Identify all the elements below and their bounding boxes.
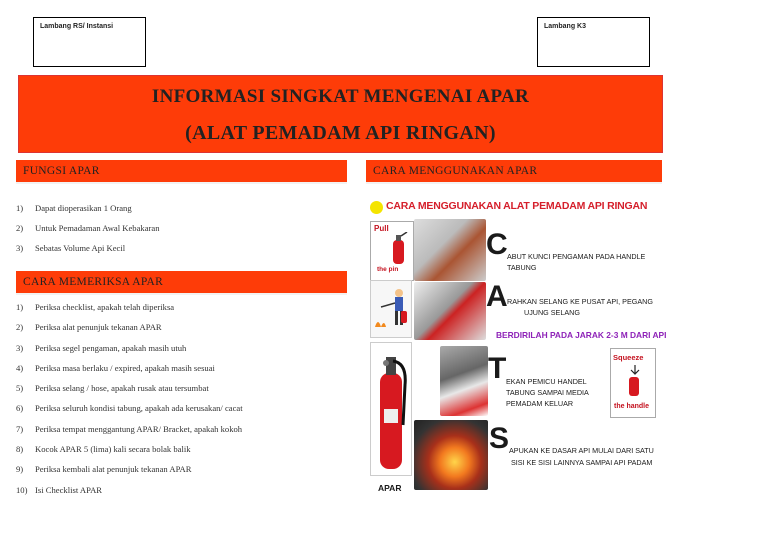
- step-c-line2: TABUNG: [507, 263, 537, 272]
- periksa-item: [16, 444, 243, 464]
- step-t-letter: T: [488, 352, 507, 385]
- fungsi-item: [16, 243, 160, 263]
- yellow-dot-icon: [370, 201, 383, 214]
- periksa-item-text: Periksa kembali alat penunjuk tekanan APAR: [35, 464, 192, 475]
- periksa-item-text: Periksa seluruh kondisi tabung, apakah ada kerusakan/ cacat: [35, 403, 243, 414]
- periksa-item: [16, 363, 243, 383]
- fungsi-item: [16, 223, 160, 243]
- fungsi-item-number: 3): [16, 243, 24, 253]
- step-a-line1: RAHKAN SELANG KE PUSAT API, PEGANG: [507, 297, 653, 306]
- periksa-item: [16, 464, 243, 484]
- periksa-item-number: 10): [16, 484, 28, 495]
- periksa-item: [16, 343, 243, 363]
- logo-right-label: Lambang K3: [544, 23, 587, 30]
- logo-placeholder-left: [33, 17, 146, 67]
- periksa-heading: CARA MEMERIKSA APAR: [16, 271, 347, 295]
- usage-infographic: [366, 194, 667, 500]
- fungsi-heading: FUNGSI APAR: [16, 160, 347, 184]
- step-t-line3: PEMADAM KELUAR: [506, 399, 574, 408]
- fungsi-list: [16, 203, 160, 263]
- fungsi-item: [16, 203, 160, 223]
- title-banner: [18, 75, 663, 153]
- periksa-item-number: 2): [16, 322, 24, 333]
- photo-squeeze: [440, 346, 488, 416]
- periksa-item-number: 7): [16, 423, 24, 434]
- periksa-item: [16, 322, 243, 342]
- apar-label: APAR: [378, 483, 402, 493]
- periksa-item-text: Periksa segel pengaman, apakah masih utuh: [35, 342, 187, 353]
- extinguisher-handle-icon: [621, 363, 647, 397]
- pull-pin-pictogram: [370, 221, 414, 281]
- cara-heading: CARA MENGGUNAKAN APAR: [366, 160, 662, 184]
- periksa-item-text: Isi Checklist APAR: [35, 484, 103, 495]
- step-s-line1: APUKAN KE DASAR API MULAI DARI SATU: [509, 446, 654, 455]
- infographic-title-bar: [366, 197, 662, 213]
- periksa-item-text: Periksa checklist, apakah telah diperiksa: [35, 302, 175, 312]
- distance-note: BERDIRILAH PADA JARAK 2-3 M DARI API: [496, 330, 667, 340]
- periksa-item-number: 1): [16, 302, 24, 312]
- extinguisher-small-icon: [389, 232, 409, 266]
- infographic-title: CARA MENGGUNAKAN ALAT PEMADAM API RINGAN: [386, 200, 648, 212]
- periksa-item: [16, 383, 243, 403]
- photo-sweep-fire: [414, 420, 488, 490]
- photo-pull-pin: [414, 219, 486, 281]
- periksa-item: [16, 302, 243, 322]
- logo-left-label: Lambang RS/ Instansi: [40, 23, 114, 30]
- logo-placeholder-right: [537, 17, 650, 67]
- step-s-line2: SISI KE SISI LAINNYA SAMPAI API PADAM: [511, 458, 653, 467]
- periksa-item-number: 3): [16, 342, 24, 353]
- step-t-line1: EKAN PEMICU HANDEL: [506, 377, 587, 386]
- title-line-2: (ALAT PEMADAM API RINGAN): [185, 122, 496, 144]
- squeeze-label: Squeeze: [613, 353, 644, 362]
- periksa-list: [16, 302, 243, 505]
- fungsi-item-number: 1): [16, 203, 24, 213]
- the-handle-label: the handle: [614, 403, 650, 410]
- periksa-item: [16, 403, 243, 423]
- periksa-item-number: 8): [16, 444, 24, 455]
- periksa-item-number: 5): [16, 383, 24, 394]
- periksa-item-number: 4): [16, 362, 24, 373]
- photo-aim-hose: [414, 282, 486, 340]
- periksa-item-number: 9): [16, 464, 24, 475]
- person-aiming-icon: [371, 281, 413, 339]
- periksa-item-text: Periksa selang / hose, apakah rusak atau tersumbat: [35, 383, 209, 394]
- step-c-letter: C: [486, 228, 508, 261]
- step-c-line1: ABUT KUNCI PENGAMAN PADA HANDLE: [507, 252, 646, 261]
- the-pin-label: the pin: [377, 266, 399, 273]
- periksa-item-text: Periksa alat penunjuk tekanan APAR: [35, 322, 162, 333]
- periksa-item-text: Periksa masa berlaku / expired, apakah masih sesuai: [35, 362, 215, 373]
- step-t-line2: TABUNG SAMPAI MEDIA: [506, 388, 589, 397]
- periksa-item-text: Kocok APAR 5 (lima) kali secara bolak balik: [35, 444, 191, 455]
- periksa-item-text: Periksa tempat menggantung APAR/ Bracket, apakah kokoh: [35, 423, 243, 434]
- fungsi-item-text: Dapat dioperasikan 1 Orang: [35, 203, 132, 213]
- step-a-line2: UJUNG SELANG: [524, 308, 580, 317]
- fungsi-item-text: Sebatas Volume Api Kecil: [35, 243, 126, 253]
- fungsi-item-text: Untuk Pemadaman Awal Kebakaran: [35, 223, 160, 233]
- squeeze-pictogram: [610, 348, 656, 418]
- periksa-item: [16, 485, 243, 505]
- title-line-1: INFORMASI SINGKAT MENGENAI APAR: [151, 86, 530, 107]
- fire-extinguisher-icon: [371, 343, 413, 477]
- aim-pictogram: [370, 280, 412, 338]
- step-s-letter: S: [489, 422, 510, 455]
- periksa-item: [16, 424, 243, 444]
- pull-label: Pull: [374, 224, 389, 233]
- periksa-item-number: 6): [16, 403, 24, 414]
- fungsi-item-number: 2): [16, 223, 24, 233]
- step-a-letter: A: [486, 280, 508, 313]
- apar-pictogram: [370, 342, 412, 476]
